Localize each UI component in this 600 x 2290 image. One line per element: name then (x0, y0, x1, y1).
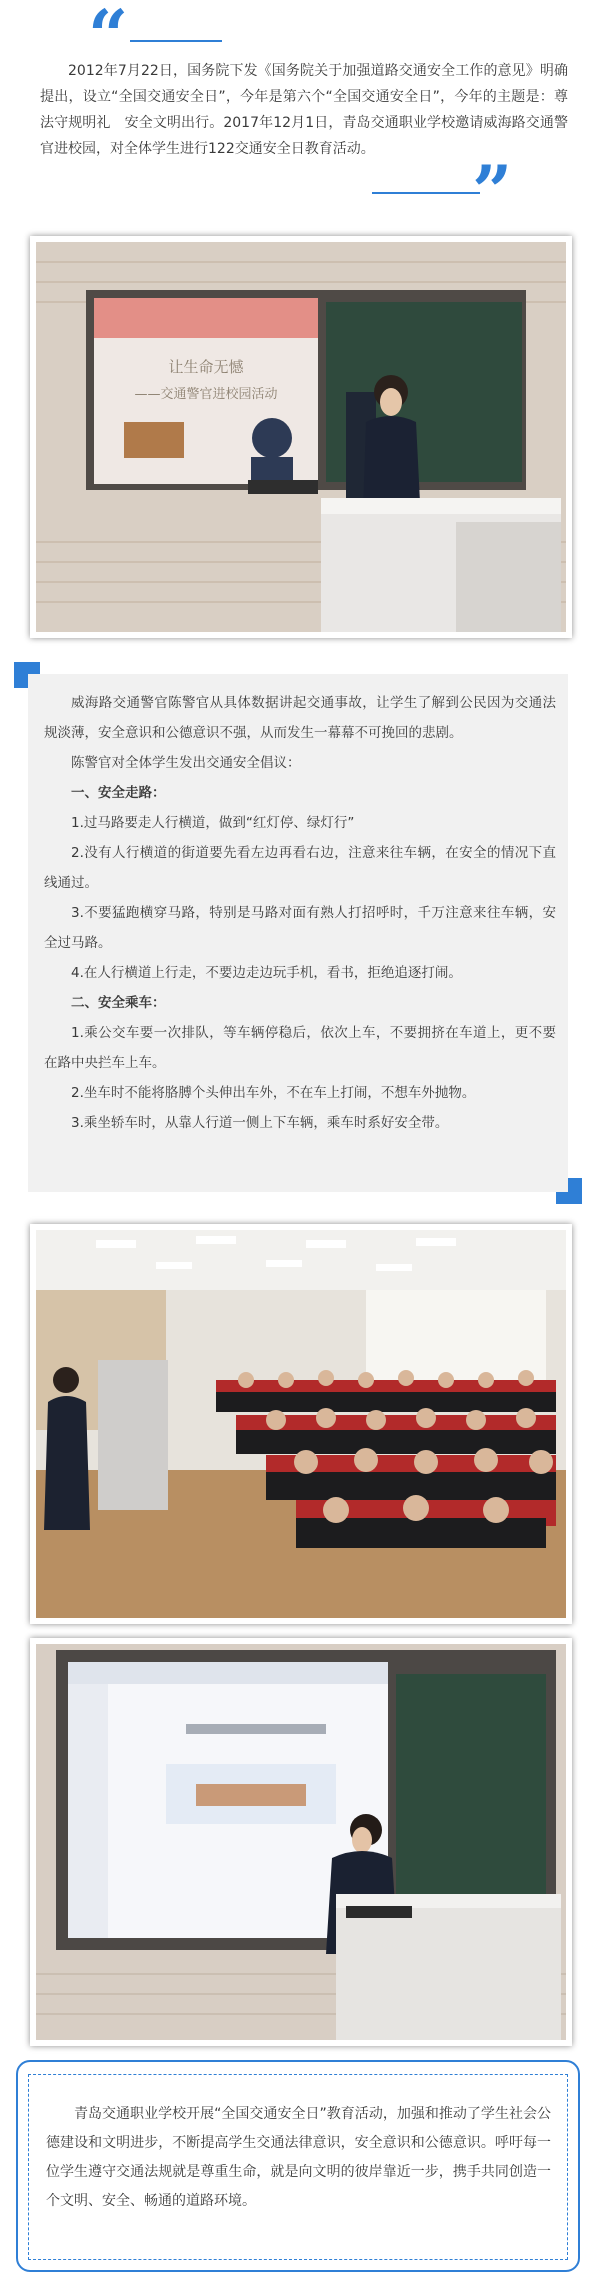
open-quote-divider (130, 40, 222, 42)
card-paragraph: 2.坐车时不能将胳膊个头伸出车外，不在车上打闹，不想车外抛物。 (71, 1085, 476, 1101)
card-paragraph: 陈警官对全体学生发出交通安全倡议： (71, 755, 301, 771)
screen-title: 让生命无憾 (168, 358, 244, 376)
card-paragraph: 威海路交通警官陈警官从具体数据讲起交通事故，让学生了解到公民因为交通法规淡薄，安全意识和公德意识不强，从而发生一幕幕不可挽回的悲剧。 (44, 695, 556, 741)
card-paragraph: 1.过马路要走人行横道，做到“红灯停、绿灯行” (71, 815, 355, 831)
card-paragraph: 1.乘公交车要一次排队，等车辆停稳后，依次上车，不要拥挤在车道上，更不要在路中央拦车上车。 (44, 1025, 556, 1071)
close-quote-divider (372, 192, 480, 194)
photo-student-audience (30, 1224, 572, 1624)
intro-paragraph: 2012年7月22日，国务院下发《国务院关于加强道路交通安全工作的意见》明确提出，设立“全国交通安全日”，今年是第六个“全国交通安全日”，今年的主题是：尊法守规明礼 安全文明出行。2017年12月1日，青岛交通职业学校邀请威海路交通警官进校园，对全体学生进行122交通安全日教育活动。 (40, 63, 568, 157)
initiative-text (44, 688, 556, 1138)
photo-officer-podium (30, 236, 572, 638)
close-quote-icon: ” (472, 150, 507, 233)
screen-subtitle: ——交通警官进校园活动 (134, 387, 278, 402)
card-paragraph: 3.乘坐轿车时，从靠人行道一侧上下车辆，乘车时系好安全带。 (71, 1115, 449, 1131)
card-paragraph: 3.不要猛跑横穿马路，特别是马路对面有熟人打招呼时，千万注意来往车辆，安全过马路。 (44, 905, 556, 951)
photo-officer-whiteboard (30, 1638, 572, 2046)
card-paragraph: 4.在人行横道上行走，不要边走边玩手机，看书，拒绝追逐打闹。 (71, 965, 462, 981)
closing-paragraph: 青岛交通职业学校开展“全国交通安全日”教育活动，加强和推动了学生社会公德建设和文明进步，不断提高学生交通法律意识，安全意识和公德意识。呼吁每一位学生遵守交通法规就是尊重生命，就是向文明的彼岸靠近一步，携手共同创造一个文明、安全、畅通的道路环境。 (46, 2106, 551, 2209)
card-paragraph: 2.没有人行横道的街道要先看左边再看右边，注意来往车辆，在安全的情况下直线通过。 (44, 845, 556, 891)
section-heading-walking: 一、安全走路： (71, 785, 166, 801)
section-heading-riding: 二、安全乘车： (71, 995, 166, 1011)
open-quote-icon: “ (88, 0, 123, 77)
